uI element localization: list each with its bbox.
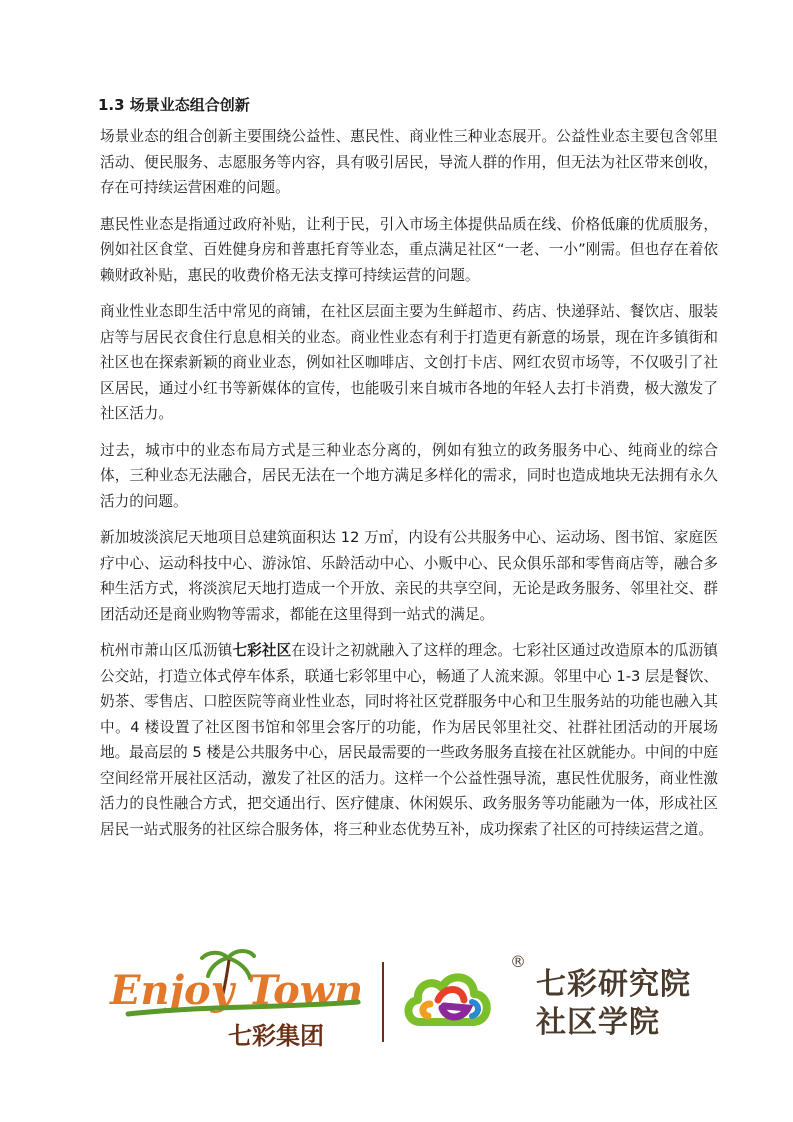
paragraph: 场景业态的组合创新主要围绕公益性、惠民性、商业性三种业态展开。公益性业态主要包含邻里活动、便民服务、志愿服务等内容，具有吸引居民，导流人群的作用，但无法为社区带来创收，存在可持续运营困难的问题。 [100,128,718,196]
paragraph: 新加坡淡滨尼天地项目总建筑面积达 12 万㎡，内设有公共服务中心、运动场、图书馆、家庭医疗中心、运动科技中心、游泳馆、乐龄活动中心、小贩中心、民众俱乐部和零售商店等，融合多种生活方式，将淡滨尼天地打造成一个开放、亲民的共享空间，无论是政务服务、邻里社交、群团活动还是商业购物等需求，都能在这里得到一站式的满足。 [100,529,718,623]
enjoytown-wordmark: Enjoy Town [110,967,364,1014]
brand-line-institute: 七彩研究院 [536,967,691,1002]
enjoytown-logo [108,940,368,1050]
qicai-cloud-logo [398,950,498,1050]
logo-divider [382,962,384,1042]
paragraph: 商业性业态即生活中常见的商铺，在社区层面主要为生鲜超市、药店、快递驿站、餐饮店、服装店等与居民衣食住行息息相关的业态。商业性业态有利于打造更有新意的场景，现在许多镇街和社区也在探索新颖的商业业态，例如社区咖啡店、文创打卡店、网红农贸市场等，不仅吸引了社区居民，通过小红书等新媒体的宣传，也能吸引来自城市各地的年轻人去打卡消费，极大激发了社区活力。 [100,303,718,422]
document-body [100,124,718,853]
qicai-brand-text [536,966,691,1042]
paragraph-qicai [100,638,718,842]
footer-logos [108,940,708,1060]
enjoytown-chinese-name: 七彩集团 [228,1021,324,1050]
paragraph-text: 在设计之初就融入了这样的理念。七彩社区通过改造原本的瓜沥镇公交站，打造立体式停车体系，联通七彩邻里中心，畅通了人流来源。邻里中心 1-3 层是餐饮、奶茶、零售店、口腔医院等商业性业态，同时将社区党群服务中心和卫生服务站的功能也融入其中。4 楼设置了社区图书馆和邻里会客厅的功能，作为居民邻里社交、社群社团活动的开展场地。最高层的 5 楼是公共服务中心，居民最需要的一些政务服务直接在社区就能办。中间的中庭空间经常开展社区活动，激发了社区的活力。这样一个公益性强导流，惠民性优服务，商业性激活力的良性融合方式，把交通出行、医疗健康、休闲娱乐、政务服务等功能融为一体，形成社区居民一站式服务的社区综合服务体，将三种业态优势互补，成功探索了社区的可持续运营之道。 [100,642,718,838]
paragraph: 过去，城市中的业态布局方式是三种业态分离的，例如有独立的政务服务中心、纯商业的综合体，三种业态无法融合，居民无法在一个地方满足多样化的需求，同时也造成地块无法拥有永久活力的问题。 [100,441,718,510]
paragraph: 惠民性业态是指通过政府补贴，让利于民，引入市场主体提供品质在线、价格低廉的优质服务，例如社区食堂、百姓健身房和普惠托育等业态，重点满足社区“一老、一小”刚需。但也存在着依赖财政补贴，惠民的收费价格无法支撑可持续运营的问题。 [100,215,718,284]
brand-line-college: 社区学院 [536,1005,660,1040]
registered-mark: ® [510,952,526,971]
highlight-qicai-community: 七彩社区 [232,642,292,659]
section-heading: 1.3 场景业态组合创新 [98,96,250,114]
paragraph-text: 杭州市萧山区瓜沥镇 [100,642,233,659]
